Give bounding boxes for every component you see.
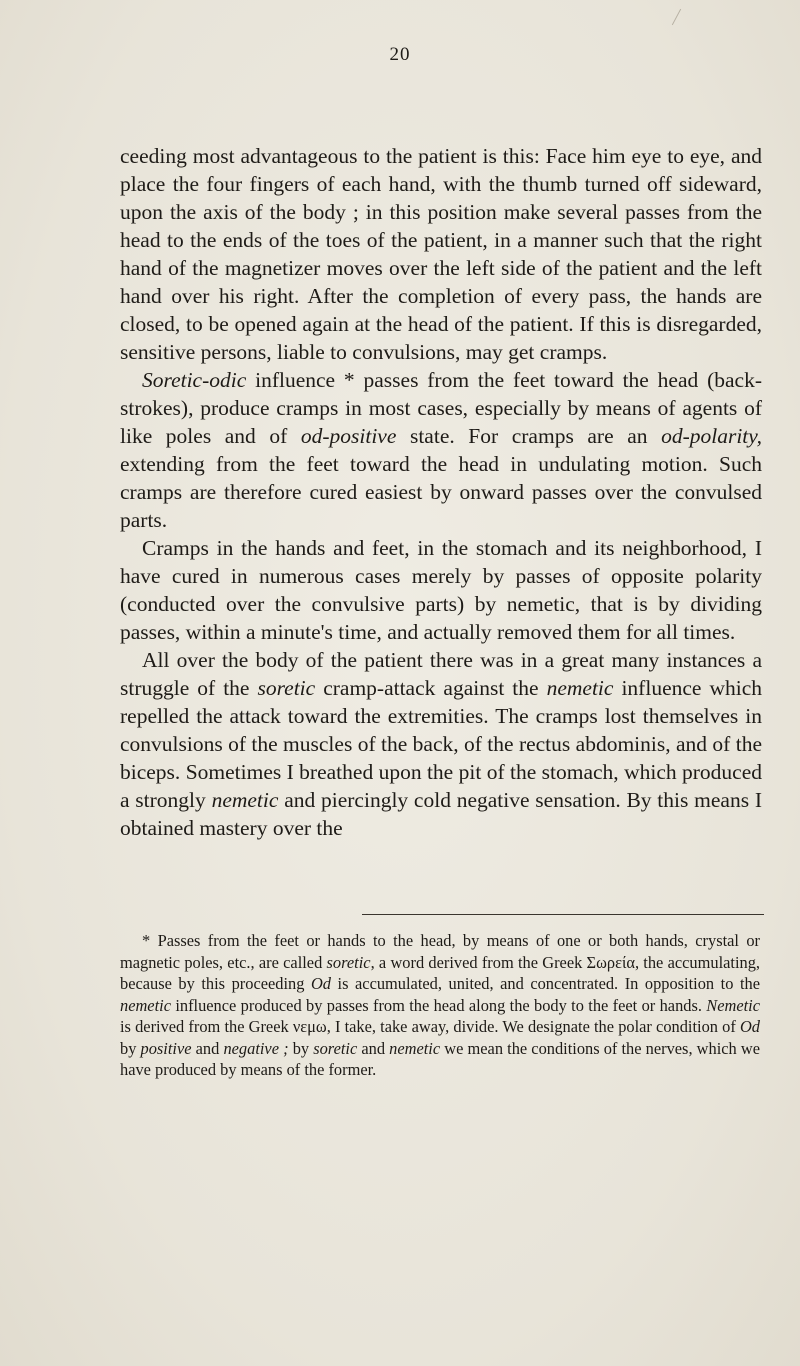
footnote-term-negative: negative ; (223, 1038, 289, 1058)
footnote-term-nemetic-2: nemetic (389, 1038, 441, 1058)
paragraph-3: Cramps in the hands and feet, in the stomach and its neighborhood, I have cured in numerous cases merely by passes of opposite polarity (conducted over the convulsive parts) by nemetic, that is by dividing passes, within a minute's time, and actually removed them for all times. (120, 536, 762, 644)
term-nemetic: nemetic (546, 676, 614, 700)
paragraph-4 (120, 646, 762, 842)
paragraph-1: ceeding most advantageous to the patient is this: Face him eye to eye, and place the four fingers of each hand, with the thumb turned off sideward, upon the axis of the body ; in this position make several passes from the head to the ends of the toes of the patient, in a manner such that the right hand of the magnetizer moves over the left side of the patient and the left hand over his right. After the completion of every pass, the hands are closed, to be opened again at the head of the patient. If this is disregarded, sensitive persons, liable to convulsions, may get cramps. (120, 144, 762, 364)
footnote-paragraph (120, 930, 760, 1081)
footnote-term-soretic: soretic (326, 952, 371, 972)
footnote-text-h: by (288, 1038, 314, 1058)
page-number: 20 (389, 44, 411, 65)
term-od-positive: od-positive (300, 424, 397, 448)
term-soretic-odic: Soretic-odic (142, 368, 247, 392)
footnote-text-j: we mean the conditions of the nerves, which we have produced by means of the former. (120, 1038, 760, 1079)
footnote-text-a: * Passes from the feet or hands to the head, by means of one or both hands, crystal or magnetic poles, etc., are called (120, 931, 760, 972)
footnote-text-b: , a word derived from the Greek Σωρεία, the accumulating, because by this proceeding (120, 952, 760, 993)
footnote-term-positive: positive (140, 1038, 192, 1058)
paragraph-2-text-b: state. For cramps are an (396, 424, 662, 448)
paragraph-2-text-a: influence * passes from the feet toward the head (back-strokes), produce cramps in most cases, especially by means of agents of like poles and of (120, 368, 762, 448)
footnote-text-i: and (357, 1038, 390, 1058)
footnote-text-f: by (120, 1038, 141, 1058)
footnote-term-soretic-2: soretic (313, 1038, 358, 1058)
term-od-polarity: od-polarity, (661, 424, 762, 448)
term-nemetic-2: nemetic (211, 788, 279, 812)
main-text (120, 142, 762, 842)
footnote-divider (362, 914, 764, 915)
footnote (120, 930, 760, 1081)
paragraph-2 (120, 366, 762, 534)
footnote-text-c: is accumulated, united, and concentrated. In opposition to the (331, 974, 760, 993)
paragraph-4-text-c: influence which repelled the attack toward the extremities. The cramps lost themselves in convulsions of the muscles of the back, of the rectus abdominis, and of the biceps. Sometimes I breathed upon the pit of the stomach, which produced a strongly (120, 676, 762, 812)
footnote-term-od-2: Od (739, 1017, 760, 1036)
term-soretic: soretic (257, 676, 316, 700)
footnote-term-od: Od (310, 974, 331, 993)
paragraph-4-text-b: cramp-attack against the (315, 676, 547, 700)
paragraph-4-text-d: and piercingly cold negative sensation. By this means I obtained mastery over the (120, 788, 762, 840)
footnote-text-g: and (191, 1038, 224, 1058)
paragraph-4-text-a: All over the body of the patient there was in a great many instances a struggle of the (120, 648, 762, 700)
footnote-term-nemetic-cap: Nemetic (706, 995, 760, 1015)
paragraph-2-text-c: extending from the feet toward the head in undulating motion. Such cramps are therefore cured easiest by onward passes over the convulsed parts. (120, 452, 762, 532)
pencil-mark (672, 9, 681, 25)
footnote-text-d: influence produced by passes from the head along the body to the feet or hands. (170, 995, 707, 1015)
footnote-term-nemetic: nemetic (120, 995, 171, 1015)
footnote-text-e: is derived from the Greek νεμω, I take, take away, divide. We designate the polar condition of (120, 1017, 740, 1036)
